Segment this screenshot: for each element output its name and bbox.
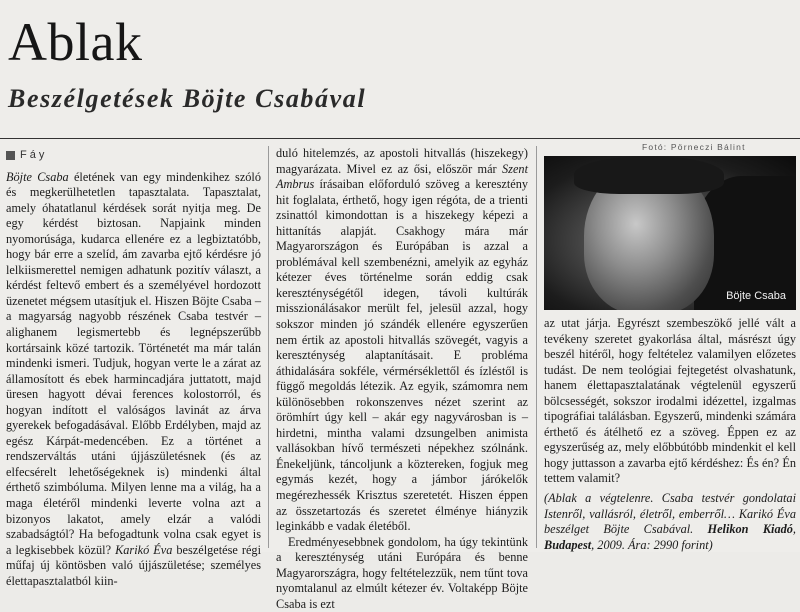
- credit-text: beszélget Böjte Csabával.: [544, 522, 708, 537]
- column-divider: [268, 146, 269, 548]
- article-paragraph: [6, 170, 261, 590]
- credit-text: ,: [792, 522, 796, 537]
- article-paragraph: [276, 146, 528, 535]
- column-divider: [536, 146, 537, 548]
- article-column-3: [544, 316, 796, 553]
- credit-text: , 2009. Ára: 2990 forint): [591, 537, 713, 552]
- book-credit: [544, 491, 796, 553]
- paragraph-text: beszélgetése régi műfaj új köntösben való újjászületése; személyes élettapasztalatból kiin-: [6, 542, 261, 588]
- photo-credit: Fotó: Pörneczi Bálint: [642, 142, 746, 152]
- author-line: [6, 148, 261, 164]
- photo-caption: Böjte Csaba: [726, 290, 786, 302]
- credit-text: (Ablak a végtelenre. Csaba testvér gondolatai Istenről, vallásról, életről, emberről…: [544, 491, 796, 521]
- paragraph-text: duló hitelemzés, az apostoli hitvallás (hiszekegy) magyarázata. Mivel ez az ősi, először már: [276, 146, 528, 176]
- credit-author: Karikó Éva: [738, 506, 796, 521]
- author-name: Fáy: [20, 149, 48, 161]
- portrait-photo: [544, 156, 796, 310]
- header-rule: [0, 138, 800, 139]
- credit-city: Budapest: [544, 537, 592, 552]
- author-reference: Karikó Éva: [115, 542, 173, 557]
- masthead: [8, 14, 568, 114]
- article-column-1: [6, 148, 261, 589]
- article-paragraph: az utat járja. Egyrészt szembeszökő jellé vált a tevékeny szeretet gyakorlása által, másrészt úgy beszél hitéről, hogy feltételez valamilyen előzetes tudást. De nem teológiai fejtegetést olvashatunk, hanem élettapasztalatának végtelenül egyszerű bölcsességét, sokszor irodalmi idézettel, izgalmas tipográfiai találásban. Egyszerű, mindenki számára érthető és átélhető ez a szöveg. Éppen ez az egyszerűség az, mely előbbútóbb mindenkit el kell hogy juttasson a zavarba ejtő kérdéshez: És én? Én tettem valamit?: [544, 316, 796, 486]
- saint-reference: Szent Ambrus: [276, 161, 528, 192]
- paragraph-text: írásaiban előforduló szöveg a keresztény hit foglalata, érthető, hogy igen régóta, de a trienti zsinattól kimondottan is a hiszekegy képezi a hittanítás alapját. Csakhogy mára már Magyarországon és Európában is azzal a problémával kell szembenézni, amelyik az egyház kétezer éves történelme során eddig csak kereszténységétől idegen, távoli kultúrák misszionálásakor merült fel, jelesül azzal, hogy sokszor minden jó szándék ellenére egyszerűen nem értik az apostoli hitvallás szövegét, vagyis a kereszténység alaptanításait. E probléma áthidalására sokféle, vérmérséklettől és ízléstől is függő megoldás létezik. Az egyik, számomra nem különösebben rokonszenves nézet szerint az örömhírt úgy kell – akár egy nagyvárosban is – hirdetni, mintha valami dzsungelben animista vallásokban hívő természeti népekhez szólnánk. Énekeljünk, táncoljunk a köztereken, fogjuk meg egymás kezét, hogy a jámbor járókelők megérezhessék Krisztus szeretetét. Hiszen éppen az összetartozás és szeretet élménye hiányzik leginkább e vadak életéből.: [276, 177, 528, 534]
- article-paragraph: Eredményesebbnek gondolom, ha úgy tekintünk a kereszténység utáni Európára és benne Magyarországra, hogy feltételezzük, nem tűnt tova nyomtalanul az elmúlt kétezer év. Voltaképp Böjte Csaba is ezt: [276, 534, 528, 611]
- subject-name: Böjte Csaba: [6, 169, 69, 184]
- article-column-2: [276, 146, 528, 612]
- author-marker-icon: [6, 151, 15, 160]
- page-title: Ablak: [8, 12, 143, 72]
- page-subtitle: Beszélgetések Böjte Csabával: [8, 84, 367, 113]
- paragraph-text: életének van egy mindenkihez szóló és megkerülhetetlen tapasztalata. Tapasztalat, amely óhatatlanul kérdések sorát nyitja meg. De egy kérdést biztosan. Napjaink minden nyomorúsága, kudarca ellenére ez a legbiztatóbb, hogy bár erre a szelíd, ám zavarba ejtő kérdésre jó lelkiismerettel nemigen adhatunk pozitív választ, a kérdést feltevő embert és a személyével hordozott üzenetet mégsem utasítjuk el. Hiszen Böjte Csaba – a magyarság nagyobb részének Csaba testvér – alighanem legismertebb és legnépszerűbb kortársaink közé tartozik. Történetét ma már talán mindenki ismeri. Tudjuk, hogyan verte le a zárat az államosított és ebek harmincadjára juttatott, majd üresen hagyott dévai ferences kolostorról, és hogyan indított el valóságos lavinát az árva gyerekek befogadásával. Előbb Erdélyben, majd az egész Kárpát-medencében. Ez a történet a rendszerváltás utáni újjászületésnek (és az elfecsérelt lehetőségeknek is) mindenki által érthető szimbóluma. Milyen lenne ma a világ, ha a maga életéről mindenki leverte volna azt a bizonyos lakatot, amely elzár a valódi szabadságtól? Ha befogadtunk volna csak egyet is a legkisebbek közül?: [6, 169, 261, 557]
- credit-publisher: Helikon Kiadó: [707, 522, 793, 537]
- photo-hair-shape: [574, 156, 724, 194]
